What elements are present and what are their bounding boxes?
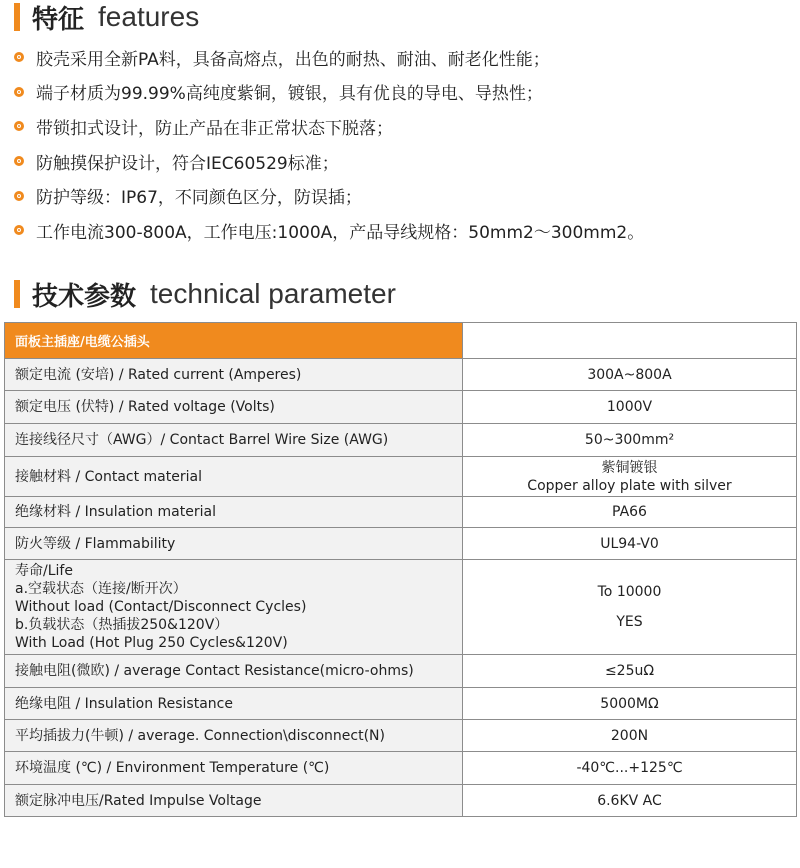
- spec-row: [5, 752, 797, 785]
- feature-item: [14, 178, 794, 213]
- tech-title-en: technical parameter: [150, 278, 396, 309]
- spec-value: [463, 424, 797, 457]
- spec-value-line: 1000V: [606, 399, 653, 415]
- spec-row: [5, 785, 797, 817]
- spec-label-line: 接触电阻(微欧) / average Contact Resistance(micro-ohms): [15, 663, 414, 679]
- bullet-icon: [14, 87, 24, 97]
- spec-value: [463, 457, 797, 497]
- spec-label-line: 寿命/Life: [15, 563, 73, 579]
- feature-text: 带锁扣式设计，防止产品在非正常状态下脱落；: [36, 118, 393, 139]
- spec-row: [5, 720, 797, 752]
- spec-label-line: 环境温度 (℃) / Environment Temperature (℃): [15, 760, 330, 776]
- feature-text: 防触摸保护设计，符合IEC60529标准；: [36, 153, 339, 174]
- spec-header-row: [5, 323, 797, 359]
- spec-row: [5, 688, 797, 720]
- spec-label-line: 防火等级 / Flammability: [15, 535, 176, 552]
- spec-row: [5, 497, 797, 528]
- spec-value-line: To 10000: [597, 584, 662, 600]
- features-title-en: features: [98, 1, 200, 32]
- bullet-icon: [14, 225, 24, 235]
- feature-text: 防护等级：IP67，不同颜色区分，防误插；: [36, 188, 362, 209]
- features-title-zh: 特征: [32, 4, 85, 35]
- spec-label: [5, 655, 463, 688]
- feature-text: 工作电流300-800A，工作电压:1000A，产品导线规格：50mm2～300mm2。: [36, 222, 645, 243]
- features-heading: [0, 0, 199, 34]
- spec-label-line: 连接线径尺寸（AWG）/ Contact Barrel Wire Size (AWG): [15, 432, 389, 448]
- bullet-icon: [14, 52, 24, 62]
- spec-label-line: 额定电流 (安培) / Rated current (Amperes): [15, 366, 302, 383]
- spec-row: [5, 655, 797, 688]
- spec-label: [5, 391, 463, 424]
- spec-value: [463, 497, 797, 528]
- tech-title-zh: 技术参数: [32, 281, 137, 312]
- spec-label: [5, 457, 463, 497]
- spec-row: [5, 560, 797, 655]
- spec-label-line: 绝缘电阻 / Insulation Resistance: [15, 695, 233, 712]
- feature-item: [14, 40, 794, 75]
- feature-item: [14, 109, 794, 144]
- spec-label-line: 额定电压 (伏特) / Rated voltage (Volts): [15, 399, 275, 415]
- spec-header-left: 面板主插座/电缆公插头: [5, 323, 463, 359]
- spec-header-right: [463, 323, 797, 359]
- spec-label-line: b.负载状态（热插拔250&120V）: [15, 617, 229, 633]
- spec-value-line: 5000MΩ: [600, 695, 659, 712]
- spec-label-line: With Load (Hot Plug 250 Cycles&120V): [15, 635, 288, 651]
- spec-value-line: PA66: [612, 504, 647, 520]
- spec-value: [463, 560, 797, 655]
- spec-value-line: -40℃...+125℃: [576, 760, 683, 776]
- spec-value-line: 200N: [610, 727, 649, 744]
- spec-value-line: 50~300mm²: [584, 432, 675, 448]
- spec-label: [5, 359, 463, 391]
- spec-value: [463, 528, 797, 560]
- spec-value: [463, 688, 797, 720]
- spec-value-line: ≤25uΩ: [604, 663, 655, 679]
- feature-list: [14, 40, 794, 248]
- spec-label: [5, 497, 463, 528]
- spec-label-line: 平均插拔力(牛顿) / average. Connection\disconnect(N): [15, 727, 385, 744]
- spec-value: [463, 359, 797, 391]
- bullet-icon: [14, 191, 24, 201]
- tech-heading: [0, 276, 396, 312]
- spec-row: [5, 424, 797, 457]
- spec-label-line: 绝缘材料 / Insulation material: [15, 504, 216, 520]
- spec-value: [463, 720, 797, 752]
- spec-label-line: Without load (Contact/Disconnect Cycles): [15, 599, 307, 615]
- spec-value-line: 300A~800A: [587, 366, 672, 383]
- spec-label-line: a.空载状态（连接/断开次）: [15, 581, 187, 597]
- spec-value-line: UL94-V0: [600, 535, 659, 552]
- spec-value: [463, 752, 797, 785]
- bullet-icon: [14, 156, 24, 166]
- spec-value: [463, 785, 797, 817]
- spec-label-line: 接触材料 / Contact material: [15, 468, 202, 485]
- feature-text: 端子材质为99.99%高纯度紫铜，镀银，具有优良的导电、导热性；: [36, 84, 543, 105]
- spec-row: [5, 528, 797, 560]
- spec-value-line: Copper alloy plate with silver: [527, 477, 732, 494]
- feature-item: [14, 75, 794, 110]
- spec-label: [5, 785, 463, 817]
- feature-item: [14, 213, 794, 248]
- spec-label: [5, 752, 463, 785]
- spec-label-line: 额定脉冲电压/Rated Impulse Voltage: [15, 792, 262, 809]
- spec-label: [5, 560, 463, 655]
- spec-row: [5, 359, 797, 391]
- spec-label: [5, 688, 463, 720]
- spec-value-line: 6.6KV AC: [597, 792, 662, 809]
- heading-accent-bar: [14, 280, 20, 308]
- bullet-icon: [14, 121, 24, 131]
- spec-table: [4, 322, 797, 817]
- spec-value: [463, 391, 797, 424]
- spec-value: [463, 655, 797, 688]
- spec-label: [5, 720, 463, 752]
- feature-item: [14, 144, 794, 179]
- spec-value-line: 紫铜镀银: [601, 459, 658, 476]
- spec-value-line: [473, 601, 786, 613]
- feature-text: 胶壳采用全新PA料，具备高熔点，出色的耐热、耐油、耐老化性能；: [36, 49, 550, 70]
- spec-row: [5, 391, 797, 424]
- heading-accent-bar: [14, 3, 20, 31]
- spec-label: [5, 528, 463, 560]
- spec-row: [5, 457, 797, 497]
- spec-value-line: YES: [616, 614, 643, 630]
- spec-label: [5, 424, 463, 457]
